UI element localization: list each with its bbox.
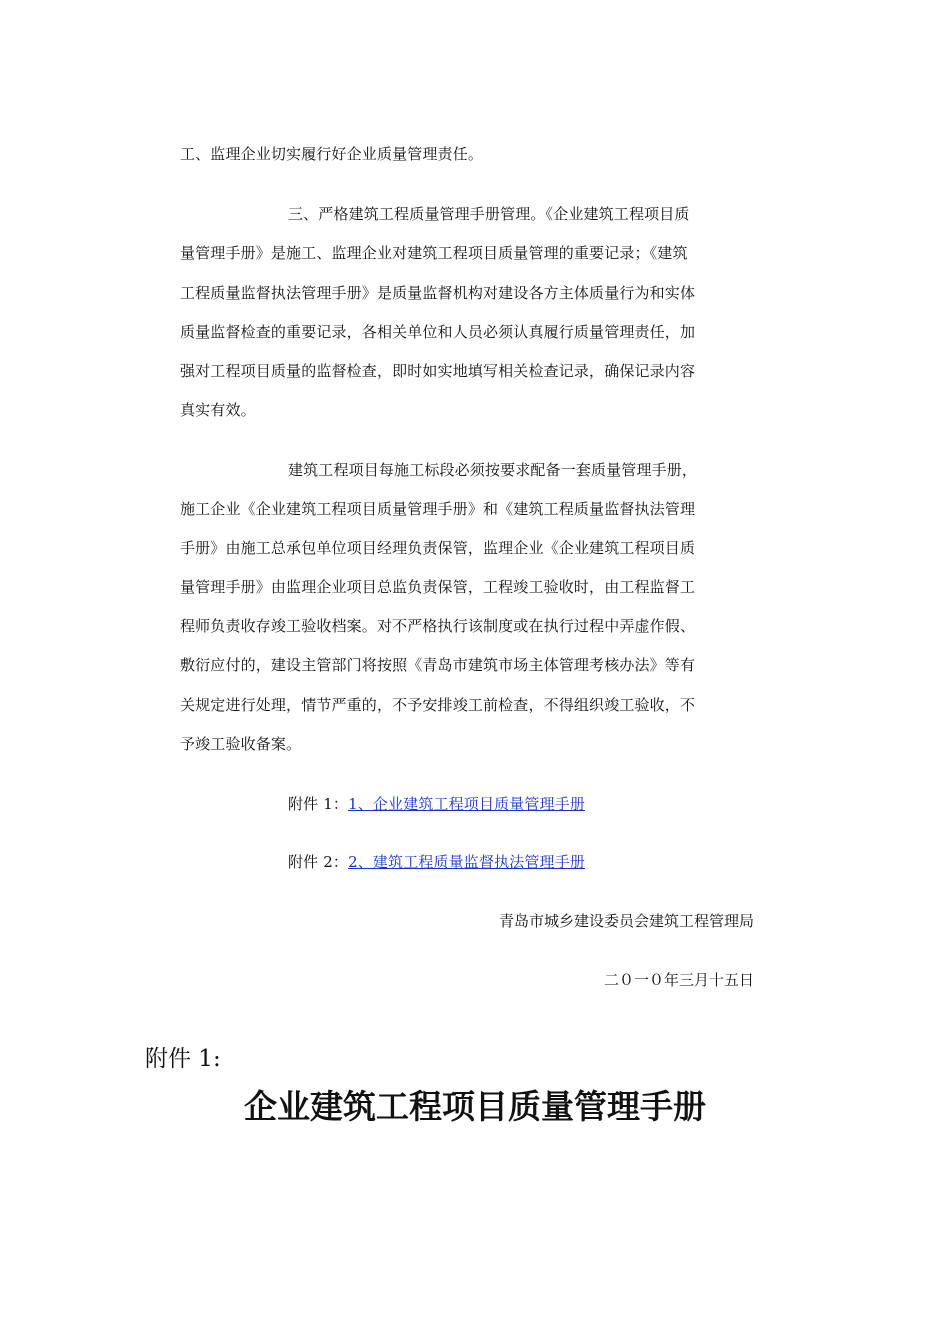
attachment-link-1[interactable]: 1、企业建筑工程项目质量管理手册 <box>348 795 586 813</box>
attachment-entry-2 <box>288 852 750 872</box>
attachment-link-2[interactable]: 2、建筑工程质量监督执法管理手册 <box>348 853 586 871</box>
paragraph-line: 施工企业《企业建筑工程项目质量管理手册》和《建筑工程质量监督执法管理 <box>180 500 696 518</box>
attachment-label: 附件 2： <box>288 853 349 871</box>
paragraph-line: 量管理手册》由监理企业项目总监负责保管，工程竣工验收时，由工程监督工 <box>180 578 696 596</box>
paragraph-line: 工、监理企业切实履行好企业质量管理责任。 <box>180 145 484 163</box>
annex-label: 附件 1: <box>145 1046 221 1072</box>
paragraph-line: 手册》由施工总承包单位项目经理负责保管，监理企业《企业建筑工程项目质 <box>180 539 696 557</box>
paragraph-line: 予竣工验收备案。 <box>180 735 302 753</box>
paragraph-line: 工程质量监督执法管理手册》是质量监督机构对建设各方主体质量行为和实体 <box>180 284 696 302</box>
paragraph-line: 三、严格建筑工程质量管理手册管理。《企业建筑工程项目质 <box>288 205 690 223</box>
annex-title: 企业建筑工程项目质量管理手册 <box>244 1087 706 1126</box>
paragraph-line: 程师负责收存竣工验收档案。对不严格执行该制度或在执行过程中弄虚作假、 <box>180 617 696 635</box>
paragraph-line: 建筑工程项目每施工标段必须按要求配备一套质量管理手册， <box>288 461 698 479</box>
attachment-label: 附件 1： <box>288 795 349 813</box>
paragraph-line: 敷衍应付的，建设主管部门将按照《青岛市建筑市场主体管理考核办法》等有 <box>180 656 696 674</box>
attachment-entry-1 <box>288 794 750 814</box>
issue-date: 二０一０年三月十五日 <box>603 971 754 989</box>
issuer-name: 青岛市城乡建设委员会建筑工程管理局 <box>498 912 754 930</box>
paragraph-line: 量管理手册》是施工、监理企业对建筑工程项目质量管理的重要记录；《建筑 <box>180 244 688 262</box>
paragraph-line: 关规定进行处理，情节严重的，不予安排竣工前检查，不得组织竣工验收，不 <box>180 696 696 714</box>
paragraph-line: 强对工程项目质量的监督检查，即时如实地填写相关检查记录，确保记录内容 <box>180 362 696 380</box>
paragraph-line: 真实有效。 <box>180 401 256 419</box>
paragraph-line: 质量监督检查的重要记录，各相关单位和人员必须认真履行质量管理责任，加 <box>180 323 696 341</box>
